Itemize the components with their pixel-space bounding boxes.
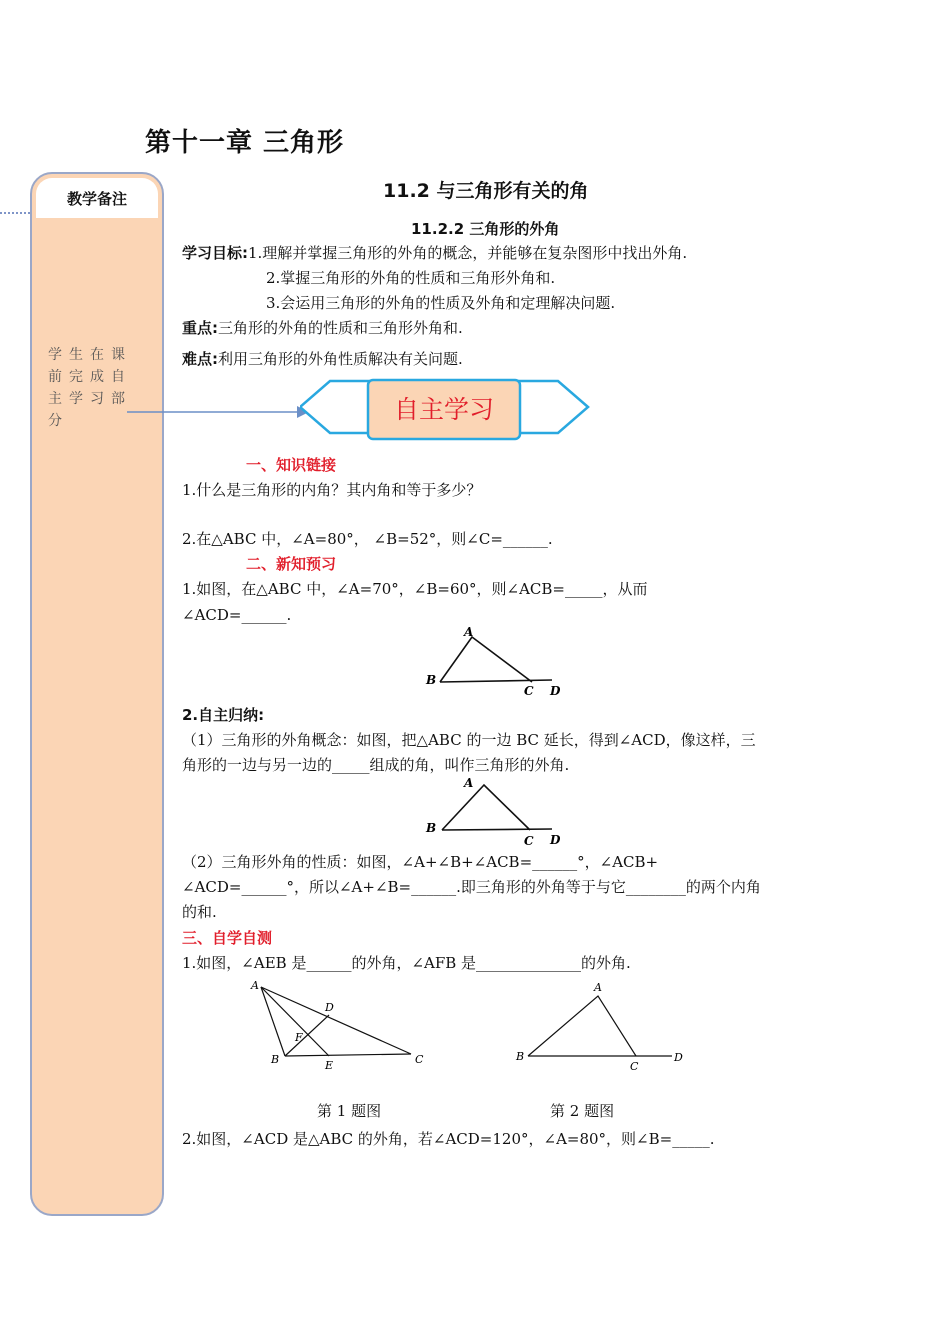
fig-q1-label-d: D <box>325 1001 334 1014</box>
part3-question-2: 2.如图，∠ACD 是△ABC 的外角，若∠ACD=120°，∠A=80°，则∠B=_____. <box>182 1130 715 1148</box>
triangle-figure-1 <box>420 623 570 698</box>
part2-q2-p1-line2: 角形的一边与另一边的_____组成的角，叫作三角形的外角. <box>182 756 570 774</box>
goals-row-1 <box>182 243 687 263</box>
fig1-label-c: C <box>524 684 534 698</box>
subsection-title: 11.2.2 三角形的外角 <box>411 220 560 238</box>
part3-question-1: 1.如图，∠AEB 是______的外角，∠AFB 是______________的外角. <box>182 954 631 972</box>
caption-figure-1: 第 1 题图 <box>317 1102 382 1120</box>
part1-question-2: 2.在△ABC 中，∠A=80°， ∠B=52°，则∠C=______. <box>182 530 553 548</box>
teaching-notes-sidebar <box>30 172 164 1216</box>
sidebar-note: 学生在课前完成自主学习部分 <box>48 347 132 429</box>
part2-q2-p1-line1: （1）三角形的外角概念：如图，把△ABC 的一边 BC 延长，得到∠ACD，像这样，三 <box>182 731 756 749</box>
part2-q2-p2-line3: 的和. <box>182 903 217 921</box>
fig-q2-label-a: A <box>594 981 602 994</box>
part2-q1-line1: 1.如图，在△ABC 中，∠A=70°，∠B=60°，则∠ACB=_____，从而 <box>182 580 648 598</box>
goal-item-3: 3.会运用三角形的外角的性质及外角和定理解决问题. <box>266 294 616 312</box>
sidebar-title: 教学备注 <box>66 190 127 208</box>
difficulty-label: 难点: <box>182 350 218 368</box>
goal-item-1: 1.理解并掌握三角形的外角的概念，并能够在复杂图形中找出外角. <box>248 244 688 262</box>
fig1-label-b: B <box>426 673 437 687</box>
goal-item-2: 2.掌握三角形的外角的性质和三角形外角和. <box>266 269 556 287</box>
fig2-label-b: B <box>426 821 437 835</box>
part2-q2-heading: 2.自主归纳: <box>182 706 265 724</box>
triangle-figure-2 <box>420 773 570 848</box>
self-study-banner <box>300 375 590 443</box>
fig2-label-d: D <box>550 833 561 847</box>
figure-question-1 <box>245 975 435 1075</box>
caption-figure-2: 第 2 题图 <box>550 1102 615 1120</box>
section-title: 11.2 与三角形有关的角 <box>383 180 589 202</box>
fig-q1-label-f: F <box>295 1031 303 1044</box>
fig2-label-a: A <box>464 776 474 790</box>
chapter-title: 第十一章 三角形 <box>145 128 345 158</box>
fig-q1-label-e: E <box>325 1059 334 1072</box>
part2-q1-line2: ∠ACD=______. <box>182 606 292 624</box>
part2-q2-p2-line1: （2）三角形外角的性质：如图，∠A+∠B+∠ACB=______°，∠ACB+ <box>182 853 659 871</box>
difficulty <box>182 349 463 369</box>
banner-text: 自主学习 <box>393 395 495 424</box>
fig-q2-label-d: D <box>674 1051 683 1064</box>
fig1-label-d: D <box>550 684 561 698</box>
arrow-icon <box>125 400 310 424</box>
fig-q2-label-c: C <box>630 1060 639 1073</box>
part3-heading: 三、自学自测 <box>182 929 273 947</box>
fig-q1-label-a: A <box>251 979 259 992</box>
part1-question-1: 1.什么是三角形的内角？其内角和等于多少？ <box>182 481 482 499</box>
goals-label: 学习目标: <box>182 244 248 262</box>
fig1-label-a: A <box>464 625 474 639</box>
part2-q2-p2-line2: ∠ACD=______°，所以∠A+∠B=______.即三角形的外角等于与它________的两个内角 <box>182 878 761 896</box>
part1-heading: 一、知识链接 <box>246 456 337 474</box>
fig-q1-label-c: C <box>415 1053 424 1066</box>
key-point <box>182 318 463 338</box>
fig-q1-label-b: B <box>271 1053 280 1066</box>
difficulty-text: 利用三角形的外角性质解决有关问题. <box>218 350 463 368</box>
key-point-text: 三角形的外角的性质和三角形外角和. <box>218 319 463 337</box>
figure-question-2 <box>510 978 690 1073</box>
part2-heading: 二、新知预习 <box>246 555 337 573</box>
fig2-label-c: C <box>524 834 534 848</box>
key-point-label: 重点: <box>182 319 218 337</box>
fig-q2-label-b: B <box>516 1050 525 1063</box>
